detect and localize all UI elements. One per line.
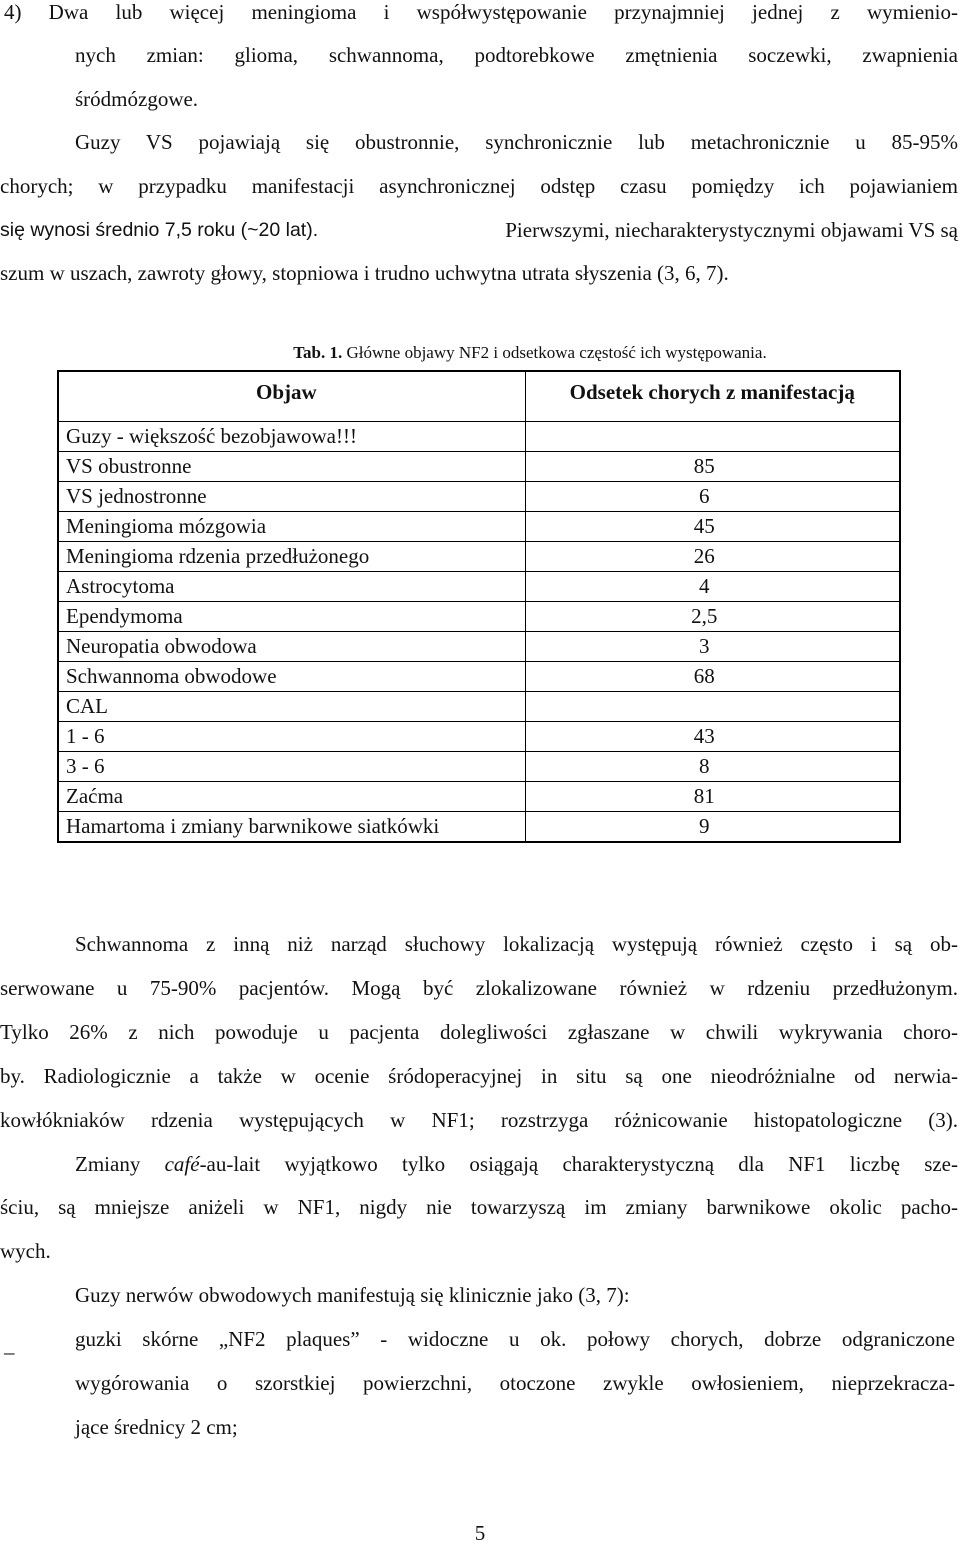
symptom-cell: Neuropatia obwodowa [58, 632, 525, 662]
nf2-symptoms-table [57, 370, 901, 843]
p1-line-3 [0, 216, 958, 244]
table-row [58, 812, 900, 843]
p2-line-5: kowłókniaków rdzenia występujących w NF1; rozstrzyga różnicowanie histopatologiczne (3). [0, 1108, 958, 1132]
item4-line-3: śródmózgowe. [75, 87, 199, 111]
p2-line-4: by. Radiologicznie a także w ocenie śródoperacyjnej in situ są one nieodróżnialne od nerwia- [0, 1064, 958, 1088]
p3-line-1-b: -au-lait wyjątkowo tylko osiągają charakterystyczną dla NF1 liczbę sze- [199, 1152, 958, 1176]
symptom-cell: Zaćma [58, 782, 525, 812]
table-row [58, 752, 900, 782]
percent-cell [525, 422, 900, 452]
symptom-cell: Meningioma rdzenia przedłużonego [58, 542, 525, 572]
percent-cell: 9 [525, 812, 900, 843]
symptom-cell: VS jednostronne [58, 482, 525, 512]
symptom-cell: Guzy - większość bezobjawowa!!! [58, 422, 525, 452]
p1-line-2: chorych; w przypadku manifestacji asynchronicznej odstęp czasu pomiędzy ich pojawianiem [0, 174, 958, 198]
p4-line-1: Guzy nerwów obwodowych manifestują się klinicznie jako (3, 7): [75, 1283, 630, 1307]
table-row [58, 662, 900, 692]
percent-cell: 85 [525, 452, 900, 482]
symptom-cell: 3 - 6 [58, 752, 525, 782]
p2-line-1: Schwannoma z inną niż narząd słuchowy lokalizacją występują również często i są ob- [75, 932, 958, 956]
percent-cell: 81 [525, 782, 900, 812]
p3-line-1-a: Zmiany [75, 1152, 165, 1176]
percent-cell: 68 [525, 662, 900, 692]
table-caption [0, 342, 960, 364]
table-row [58, 602, 900, 632]
list-dash-marker: – [4, 1340, 15, 1364]
table-row [58, 512, 900, 542]
p3-line-1 [75, 1150, 958, 1178]
percent-cell: 8 [525, 752, 900, 782]
symptom-cell: Ependymoma [58, 602, 525, 632]
percent-cell: 4 [525, 572, 900, 602]
col-header-symptom: Objaw [58, 371, 525, 422]
p3-line-3: wych. [0, 1239, 51, 1263]
col-header-percent: Odsetek chorych z manifestacją [525, 371, 900, 422]
percent-cell: 3 [525, 632, 900, 662]
percent-cell: 45 [525, 512, 900, 542]
p1-line-3-rest: Pierwszymi, niecharakterystycznymi objawami VS są [505, 218, 958, 242]
symptom-cell: Astrocytoma [58, 572, 525, 602]
symptom-cell: CAL [58, 692, 525, 722]
table-caption-label: Tab. 1. [293, 343, 343, 362]
p3-line-1-em: café [164, 1152, 200, 1176]
symptom-cell: Hamartoma i zmiany barwnikowe siatkówki [58, 812, 525, 843]
symptom-cell: VS obustronne [58, 452, 525, 482]
table-row [58, 572, 900, 602]
symptom-cell: Schwannoma obwodowe [58, 662, 525, 692]
p2-line-3: Tylko 26% z nich powoduje u pacjenta dolegliwości zgłaszane w chwili wykrywania choro- [0, 1020, 958, 1044]
p1-line-1: Guzy VS pojawiają się obustronnie, synchronicznie lub metachronicznie u 85-95% [75, 130, 958, 154]
table-row [58, 692, 900, 722]
p2-line-2: serwowane u 75-90% pacjentów. Mogą być zlokalizowane również w rdzeniu przedłużonym. [0, 976, 958, 1000]
p3-line-2: ściu, są mniejsze aniżeli w NF1, nigdy nie towarzyszą im zmiany barwnikowe okolic pacho- [0, 1195, 958, 1219]
percent-cell: 43 [525, 722, 900, 752]
symptom-cell: 1 - 6 [58, 722, 525, 752]
percent-cell: 6 [525, 482, 900, 512]
table-header-row [58, 371, 900, 422]
li1-line-3: jące średnicy 2 cm; [75, 1415, 238, 1439]
page-number: 5 [474, 1521, 486, 1545]
table-row [58, 422, 900, 452]
item4-line-2: nych zmian: glioma, schwannoma, podtorebkowe zmętnienia soczewki, zwapnienia [75, 43, 958, 67]
table-caption-text: Główne objawy NF2 i odsetkowa częstość ich występowania. [346, 343, 767, 362]
table-row [58, 632, 900, 662]
table-row [58, 542, 900, 572]
percent-cell: 26 [525, 542, 900, 572]
percent-cell: 2,5 [525, 602, 900, 632]
item4-line-1: 4) Dwa lub więcej meningioma i współwystępowanie przynajmniej jednej z wymienio- [4, 0, 958, 24]
p1-line-4: szum w uszach, zawroty głowy, stopniowa i trudno uchwytna utrata słyszenia (3, 6, 7). [0, 261, 729, 285]
table-row [58, 482, 900, 512]
table-body [58, 422, 900, 843]
table-row [58, 452, 900, 482]
table-row [58, 782, 900, 812]
p1-line-3-sans: się wynosi średnio 7,5 roku (~20 lat). [0, 219, 319, 241]
symptom-cell: Meningioma mózgowia [58, 512, 525, 542]
li1-line-1: guzki skórne „NF2 plaques” - widoczne u ok. połowy chorych, dobrze odgraniczone [75, 1327, 955, 1351]
li1-line-2: wygórowania o szorstkiej powierzchni, otoczone zwykle owłosieniem, nieprzekracza- [75, 1371, 955, 1395]
percent-cell [525, 692, 900, 722]
table-row [58, 722, 900, 752]
